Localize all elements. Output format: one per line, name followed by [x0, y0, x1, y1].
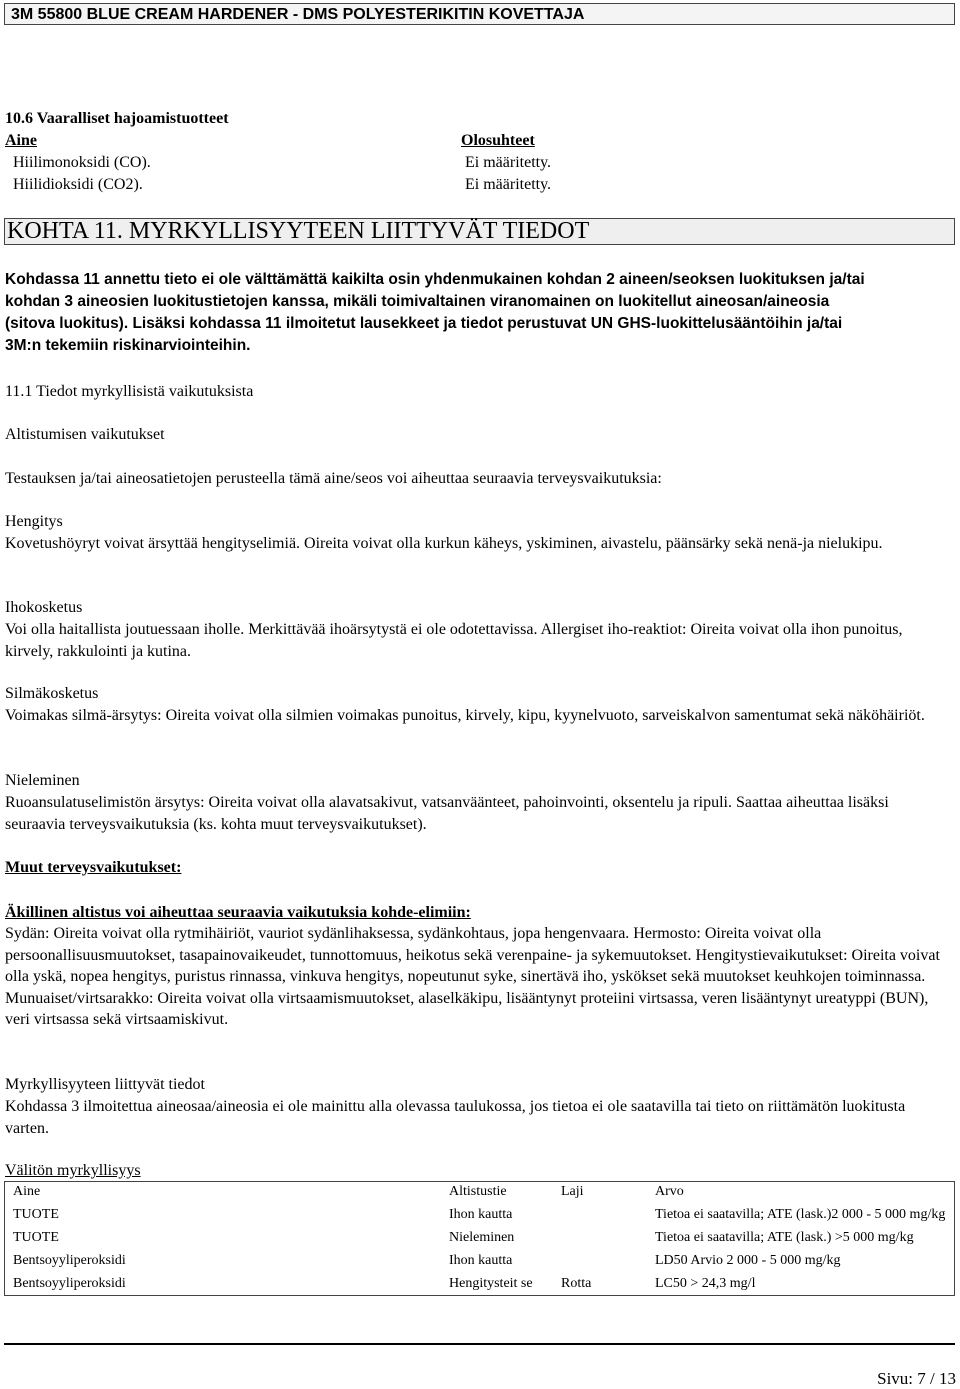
table-cell-route: Ihon kautta [449, 1253, 513, 1268]
table-row [5, 1272, 955, 1296]
intro-line-3: (sitova luokitus). Lisäksi kohdassa 11 ilmoitetut lausekkeet ja tiedot perustuvat UN GHS-luokittelusääntöihin ja/tai [5, 315, 843, 332]
document-title: 3M 55800 BLUE CREAM HARDENER - DMS POLYESTERIKITIN KOVETTAJA [11, 6, 585, 23]
table-cell-substance: TUOTE [13, 1207, 59, 1222]
col-substance-header: Aine [5, 132, 37, 149]
intro-line-2: kohdan 3 aineosien luokitustietojen kanssa, mikäli toimivaltainen viranomainen on luokitellut aineosan/aineosia [5, 293, 830, 310]
toxicity-info-heading: Myrkyllisyyteen liittyvät tiedot [5, 1076, 205, 1093]
table-cell-value: LD50 Arvio 2 000 - 5 000 mg/kg [655, 1253, 841, 1268]
inhalation-text: Kovetushöyryt voivat ärsyttää hengityselimiä. Oireita voivat olla kurkun käheys, yskiminen, aivastelu, päänsärky sekä nenä-ja nielukipu. [5, 535, 883, 552]
footer-divider [4, 1343, 955, 1345]
inhalation-heading: Hengitys [5, 513, 63, 530]
document-title-bar [4, 3, 955, 25]
table-row [5, 1249, 955, 1272]
col-conditions-header: Olosuhteet [461, 132, 535, 149]
table-cell-value: LC50 > 24,3 mg/l [655, 1276, 756, 1291]
exposure-effects-text: Testauksen ja/tai aineosatietojen perusteella tämä aine/seos voi aiheuttaa seuraavia terveysvaikutuksia: [5, 470, 662, 487]
skin-contact-heading: Ihokosketus [5, 599, 83, 616]
table-cell-substance: TUOTE [13, 1230, 59, 1245]
subsection-11-1-heading: 11.1 Tiedot myrkyllisistä vaikutuksista [5, 383, 254, 400]
decomp-substance-2: Hiilidioksidi (CO2). [13, 176, 143, 193]
decomp-condition-2: Ei määritetty. [465, 176, 552, 193]
target-organ-text: Sydän: Oireita voivat olla rytmihäiriöt, vauriot sydänlihaksessa, sydänkohtaus, jopa hengenvaara. Hermosto: Oireita voivat olla persoonallisuusmuutokset, tasapainovaikeudet, tunnottomuus, heikotus sekä verenpaine- ja sykemuutokset. Hengitystievaikutukset: Oireita voivat olla yskä, nopea hengitys, puristus rinnassa, vinkuva hengitys, nopeutunut syke, sinertävä iho, yskökset sekä muutokset keuhkojen toiminnassa. Munuaiset/virtsarakko: Oireita voivat olla virtsaamismuutokset, alaselkäkipu, lisääntynyt proteiini virtsassa, veren lisääntynyt ureatyppi (BUN), veri virtsassa sekä virtsaamiskivut. [5, 925, 940, 1028]
table-cell-value: Tietoa ei saatavilla; ATE (lask.)2 000 - 5 000 mg/kg [655, 1207, 946, 1222]
section-11-title: KOHTA 11. MYRKYLLISYYTEEN LIITTYVÄT TIEDOT [7, 218, 590, 244]
decomp-condition-1: Ei määritetty. [465, 154, 552, 171]
exposure-effects-heading: Altistumisen vaikutukset [5, 426, 165, 443]
acute-toxicity-heading: Välitön myrkyllisyys [5, 1162, 141, 1179]
table-row [5, 1226, 955, 1249]
table-cell-route: Hengitysteit se [449, 1276, 533, 1291]
table-header-species: Laji [561, 1184, 584, 1199]
table-cell-value: Tietoa ei saatavilla; ATE (lask.) >5 000 mg/kg [655, 1230, 914, 1245]
table-cell-route: Ihon kautta [449, 1207, 513, 1222]
other-health-effects-heading: Muut terveysvaikutukset: [5, 859, 182, 876]
decomp-substance-1: Hiilimonoksidi (CO). [13, 154, 151, 171]
table-header-value: Arvo [655, 1184, 684, 1199]
eye-contact-heading: Silmäkosketus [5, 685, 99, 702]
ingestion-heading: Nieleminen [5, 772, 80, 789]
section-11-title-bar [4, 218, 955, 245]
ingestion-text: Ruoansulatuselimistön ärsytys: Oireita voivat olla alavatsakivut, vatsanväänteet, pahoinvointi, oksentelu ja ripuli. Saattaa aiheuttaa lisäksi seuraavia terveysvaikutuksia (ks. kohta muut terveysvaikutukset). [5, 794, 889, 833]
table-cell-species [553, 1203, 647, 1226]
decomposition-heading: 10.6 Vaaralliset hajoamistuotteet [5, 110, 229, 127]
table-header-substance: Aine [13, 1184, 41, 1199]
table-cell-substance: Bentsoyyliperoksidi [13, 1253, 126, 1268]
table-cell-species [553, 1226, 647, 1249]
eye-contact-text: Voimakas silmä-ärsytys: Oireita voivat olla silmien voimakas punoitus, kirvely, kipu, kyynelvuoto, sarveiskalvon samentumat sekä näköhäiriöt. [5, 707, 925, 724]
table-cell-route: Nieleminen [449, 1230, 515, 1245]
acute-toxicity-table [4, 1181, 955, 1296]
table-header-route: Altistustie [449, 1184, 507, 1199]
target-organ-heading: Äkillinen altistus voi aiheuttaa seuraavia vaikutuksia kohde-elimiin: [5, 904, 471, 921]
page-number: Sivu: 7 / 13 [877, 1369, 956, 1388]
skin-contact-text: Voi olla haitallista joutuessaan iholle. Merkittävää ihoärsytystä ei ole odotettavissa. Allergiset iho-reaktiot: Oireita voivat olla ihon punoitus, kirvely, rakkulointi ja kutina. [5, 621, 903, 660]
table-cell-species [553, 1249, 647, 1272]
toxicity-info-text: Kohdassa 3 ilmoitettua aineosaa/aineosia ei ole mainittu alla olevassa taulukossa, jos tietoa ei ole saatavilla tai tieto on riittämätön luokitusta varten. [5, 1098, 906, 1137]
intro-line-1: Kohdassa 11 annettu tieto ei ole välttämättä kaikilta osin yhdenmukainen kohdan 2 aineen/seoksen luokituksen ja/tai [5, 271, 865, 288]
table-cell-species: Rotta [561, 1276, 592, 1291]
table-cell-substance: Bentsoyyliperoksidi [13, 1276, 126, 1291]
table-header-row [5, 1182, 955, 1204]
table-row [5, 1203, 955, 1226]
intro-line-4: 3M:n tekemiin riskinarviointeihin. [5, 337, 251, 354]
